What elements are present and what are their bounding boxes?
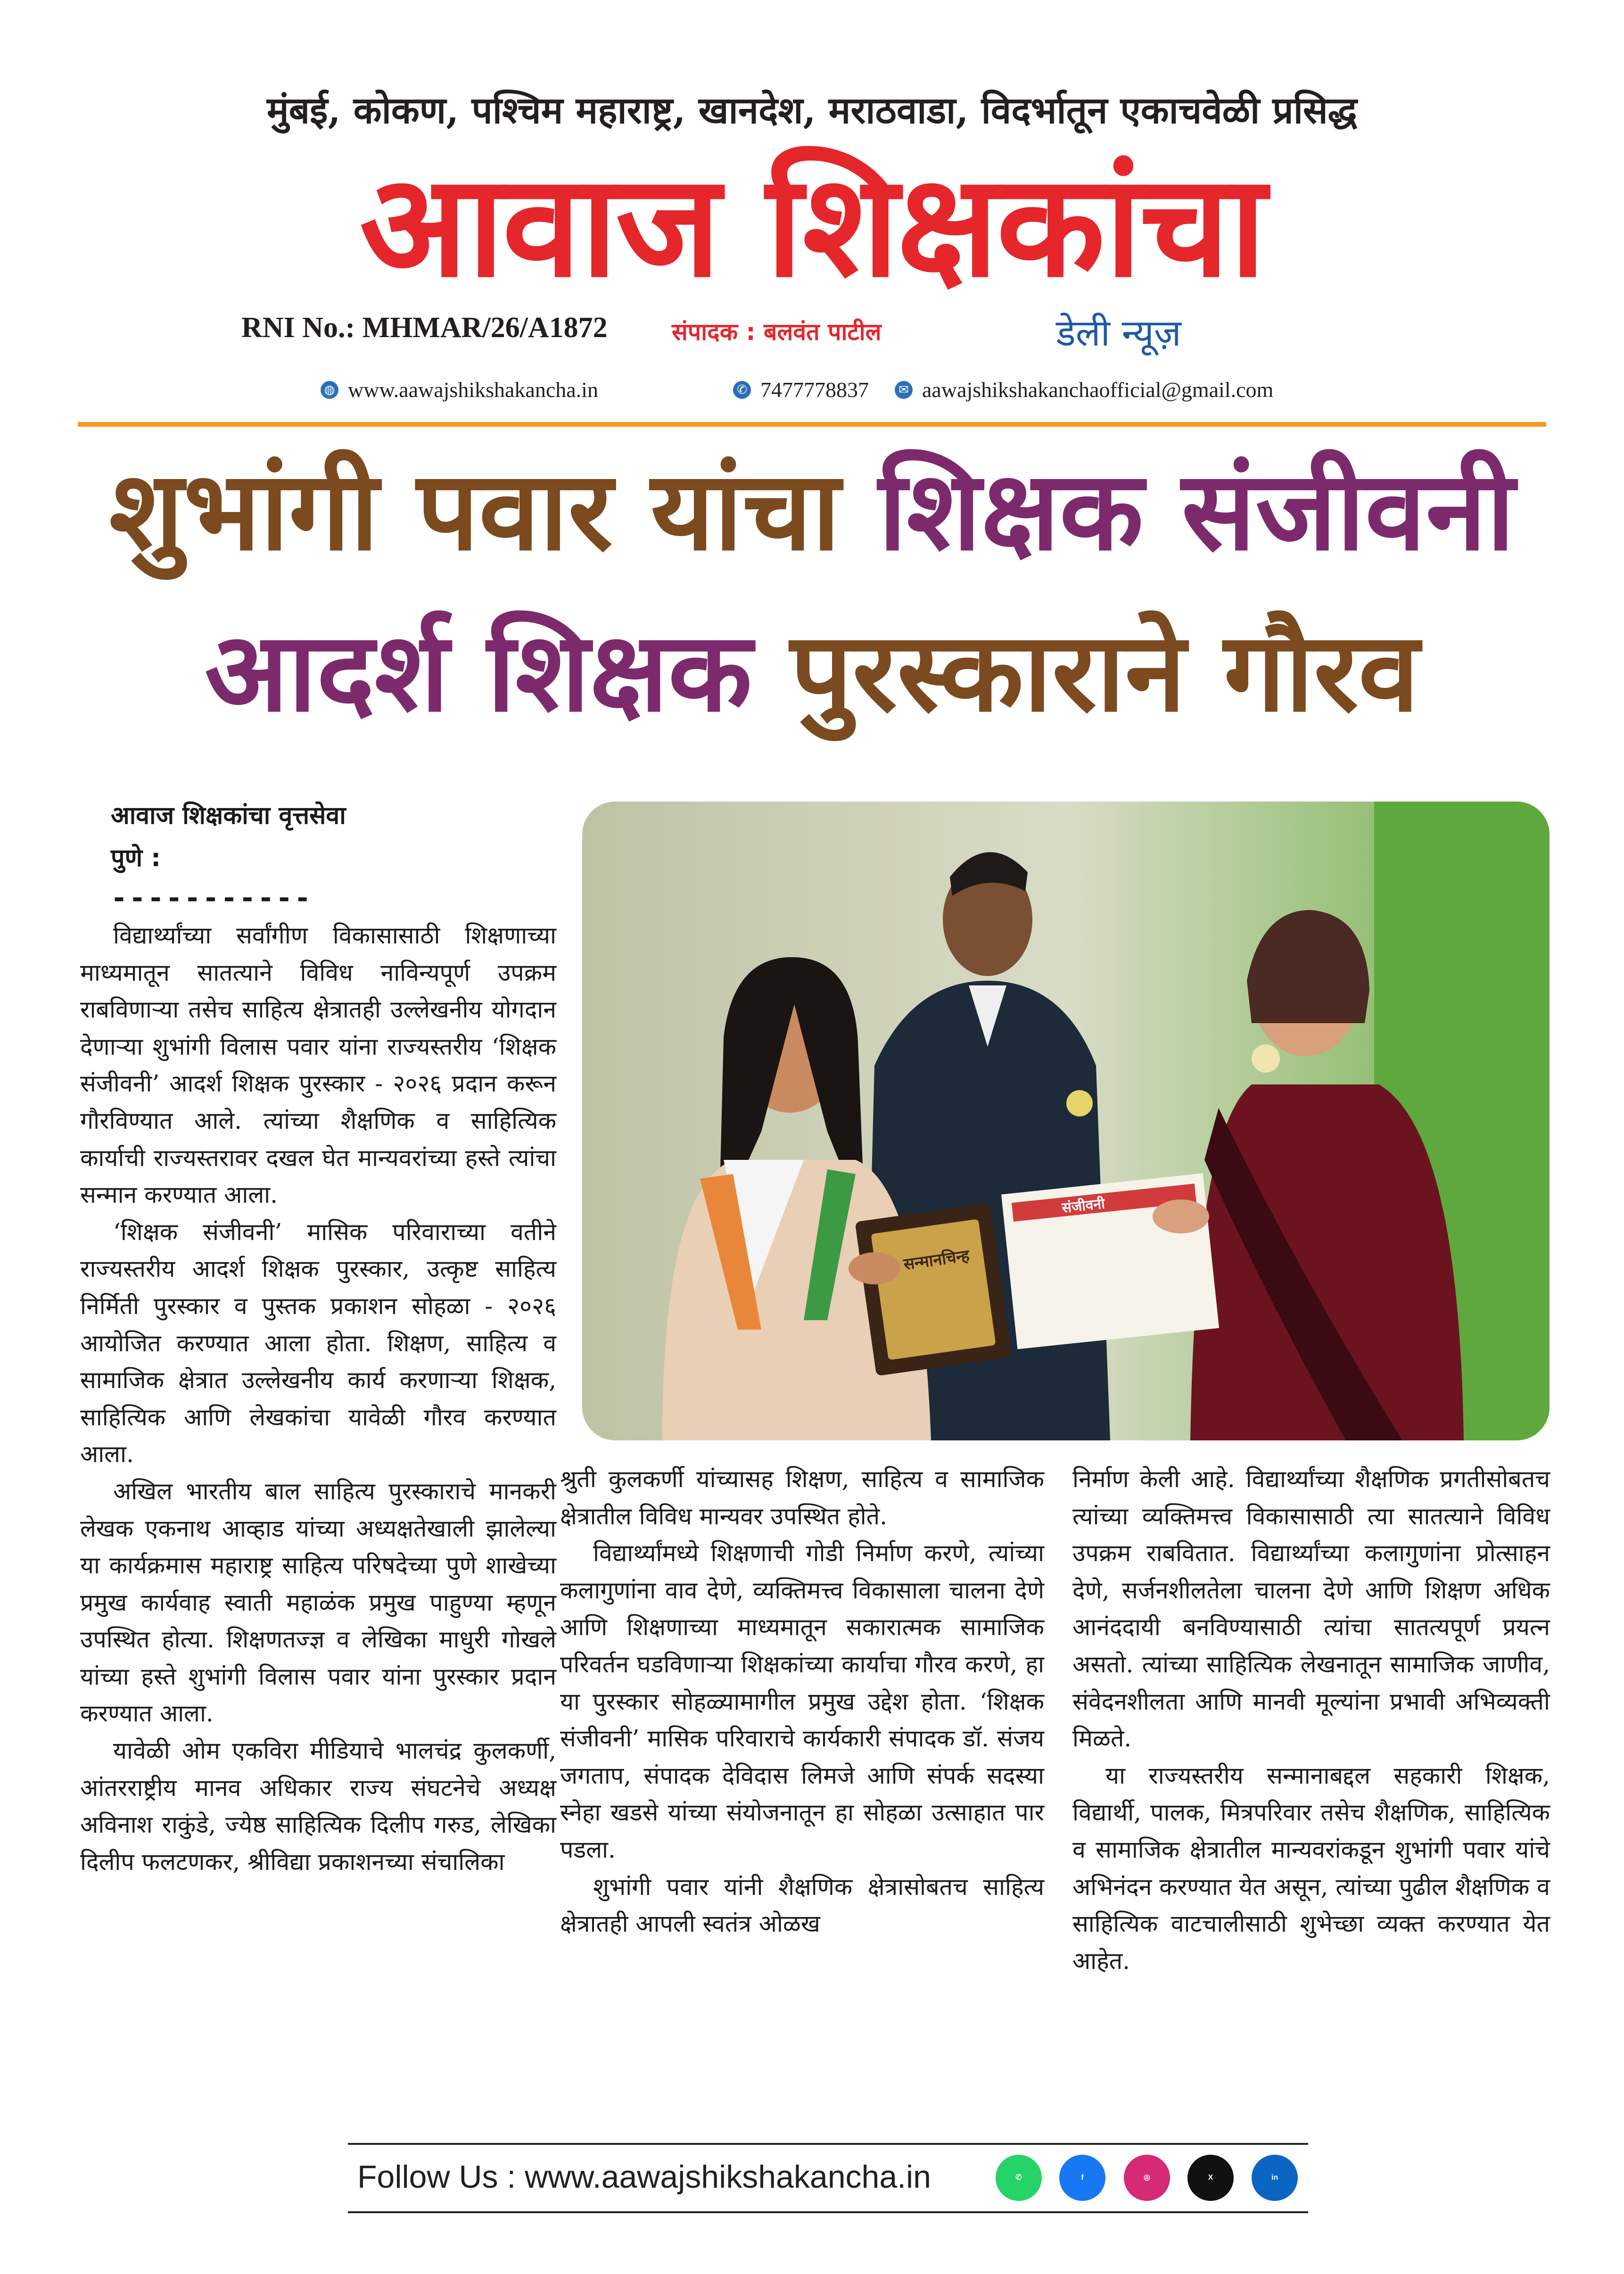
- headline-line-1: [0, 447, 1624, 575]
- dateline-separator: -----------: [111, 882, 313, 914]
- certificate-text: संजीवनी: [1061, 1195, 1106, 1216]
- headline-part-1: शुभांगी पवार यांचा: [109, 447, 841, 575]
- daily-news-label: डेली न्यूज़: [1056, 312, 1181, 355]
- footer-top-rule: [348, 2143, 1308, 2145]
- phone-text: 7477778837: [760, 378, 869, 402]
- globe-icon: ◍: [321, 381, 338, 399]
- plaque-text: सन्मानचिन्ह: [902, 1246, 971, 1274]
- headline-part-4: पुरस्काराने गौरव: [790, 609, 1419, 736]
- rni-number: RNI No.: MHMAR/26/A1872: [241, 312, 608, 344]
- contact-row: [0, 377, 1624, 410]
- paragraph: शुभांगी पवार यांनी शैक्षणिक क्षेत्रासोबतच साहित्य क्षेत्रातही आपली स्वतंत्र ओळख: [560, 1873, 1044, 1938]
- news-source: आवाज शिक्षकांचा वृत्तसेवा: [111, 802, 346, 830]
- website-text: www.aawajshikshakancha.in: [348, 378, 598, 402]
- award-photo: [582, 802, 1550, 1440]
- paragraph: ‘शिक्षक संजीवनी’ मासिक परिवाराच्या वतीने राज्यस्तरीय आदर्श शिक्षक पुरस्कार, उत्कृष्ट साहित्य निर्मिती पुरस्कार व पुस्तक प्रकाशन सोहळा - २०२६ आयोजित करण्यात आला होता. शिक्षण, साहित्य व सामाजिक क्षेत्रात उल्लेखनीय कार्य करणाऱ्या शिक्षक, साहित्यिक आणि लेखकांचा यावेळी गौरव करण्यात आला.: [80, 1218, 556, 1468]
- article-column-2: [560, 1461, 1044, 1943]
- paragraph: निर्माण केली आहे. विद्यार्थ्यांच्या शैक्षणिक प्रगतीसोबतच त्यांच्या व्यक्तिमत्त्व विकासासाठी त्या सातत्याने विविध उपक्रम राबवितात. विद्यार्थ्यांच्या कलागुणांना प्रोत्साहन देणे, सर्जनशीलतेला चालना देणे आणि शिक्षण अधिक आनंददायी बनविण्यासाठी त्यांचा सातत्यपूर्ण प्रयत्न असतो. त्यांच्या साहित्यिक लेखनातून सामाजिक जाणीव, संवेदनशीलता आणि मानवी मूल्यांना प्रभावी अभिव्यक्ती मिळते.: [1072, 1465, 1550, 1753]
- email-text: aawajshikshakanchaofficial@gmail.com: [922, 378, 1274, 402]
- masthead-tagline: मुंबई, कोकण, पश्चिम महाराष्ट्र, खानदेश, मराठवाडा, विदर्भातून एकाचवेळी प्रसिद्ध: [266, 89, 1357, 132]
- editor-credit: संपादक : बलवंत पाटील: [672, 318, 882, 346]
- newspaper-brand: आवाज शिक्षकांचा: [359, 144, 1265, 308]
- paragraph: यावेळी ओम एकविरा मीडियाचे भालचंद्र कुलकर्णी, आंतरराष्ट्रीय मानव अधिकार राज्य संघटनेचे अध्यक्ष अविनाश राकुंडे, ज्येष्ठ साहित्यिक दिलीप गरुड, लेखिका दिलीप फलटणकर, श्रीविद्या प्रकाशनच्या संचालिका: [80, 1737, 556, 1876]
- phone-contact[interactable]: [733, 377, 869, 402]
- email-contact[interactable]: [895, 377, 1273, 402]
- article-column-3: [1072, 1461, 1550, 1979]
- footer-bottom-rule: [348, 2211, 1308, 2213]
- instagram-icon[interactable]: ◎: [1124, 2155, 1170, 2201]
- headline-line-2: [0, 609, 1624, 736]
- follow-us-text[interactable]: Follow Us : www.aawajshikshakancha.in: [357, 2159, 931, 2195]
- x-icon[interactable]: X: [1187, 2155, 1234, 2201]
- article-column-1: [80, 917, 556, 1880]
- award-ceremony-illustration: [582, 802, 1550, 1440]
- facebook-icon[interactable]: f: [1059, 2155, 1105, 2201]
- linkedin-icon[interactable]: in: [1252, 2155, 1298, 2201]
- phone-icon: ✆: [733, 381, 751, 399]
- headline-part-3: आदर्श शिक्षक: [205, 609, 752, 736]
- whatsapp-icon[interactable]: ✆: [996, 2155, 1042, 2201]
- headline-part-2: शिक्षक संजीवनी: [878, 447, 1515, 575]
- website-contact[interactable]: [321, 377, 598, 402]
- paragraph: अखिल भारतीय बाल साहित्य पुरस्काराचे मानकरी लेखक एकनाथ आव्हाड यांच्या अध्यक्षतेखाली झालेल्या या कार्यक्रमास महाराष्ट्र साहित्य परिषदेच्या पुणे शाखेच्या प्रमुख कार्यवाह स्वाती महाळंक प्रमुख पाहुण्या म्हणून उपस्थित होत्या. शिक्षणतज्ज्ञ व लेखिका माधुरी गोखले यांच्या हस्ते शुभांगी विलास पवार यांना पुरस्कार प्रदान करण्यात आला.: [80, 1477, 556, 1728]
- paragraph: श्रुती कुलकर्णी यांच्यासह शिक्षण, साहित्य व सामाजिक क्षेत्रातील विविध मान्यवर उपस्थित होते.: [560, 1465, 1044, 1530]
- paragraph: या राज्यस्तरीय सन्मानाबद्दल सहकारी शिक्षक, विद्यार्थी, पालक, मित्रपरिवार तसेच शैक्षणिक, साहित्यिक व सामाजिक क्षेत्रातील मान्यवरांकडून शुभांगी पवार यांचे अभिनंदन करण्यात येत असून, त्यांच्या पुढील शैक्षणिक व साहित्यिक वाटचालीसाठी शुभेच्छा व्यक्त करण्यात येत आहेत.: [1072, 1761, 1550, 1975]
- mail-icon: ✉: [895, 381, 913, 399]
- paragraph: विद्यार्थ्यांमध्ये शिक्षणाची गोडी निर्माण करणे, त्यांच्या कलागुणांना वाव देणे, व्यक्तिमत्त्व विकासाला चालना देणे आणि शिक्षणाच्या माध्यमातून सकारात्मक सामाजिक परिवर्तन घडविणाऱ्या शिक्षकांच्या कार्याचा गौरव करणे, हा या पुरस्कार सोहळ्यामागील प्रमुख उद्देश होता. ‘शिक्षक संजीवनी’ मासिक परिवाराचे कार्यकारी संपादक डॉ. संजय जगताप, संपादक देविदास लिमजे आणि संपर्क सदस्या स्नेहा खडसे यांच्या संयोजनातून हा सोहळा उत्साहात पार पडला.: [560, 1539, 1044, 1863]
- masthead-divider: [78, 422, 1546, 427]
- paragraph: विद्यार्थ्यांच्या सर्वांगीण विकासासाठी शिक्षणाच्या माध्यमातून सातत्याने विविध नाविन्यपूर्ण उपक्रम राबविणाऱ्या तसेच साहित्य क्षेत्रातही उल्लेखनीय योगदान देणाऱ्या शुभांगी विलास पवार यांना राज्यस्तरीय ‘शिक्षक संजीवनी’ आदर्श शिक्षक पुरस्कार - २०२६ प्रदान करून गौरविण्यात आले. त्यांच्या शैक्षणिक व साहित्यिक कार्याची राज्यस्तरावर दखल घेत मान्यवरांच्या हस्ते त्यांचा सन्मान करण्यात आला.: [80, 922, 556, 1209]
- dateline-place: पुणे :: [111, 844, 161, 872]
